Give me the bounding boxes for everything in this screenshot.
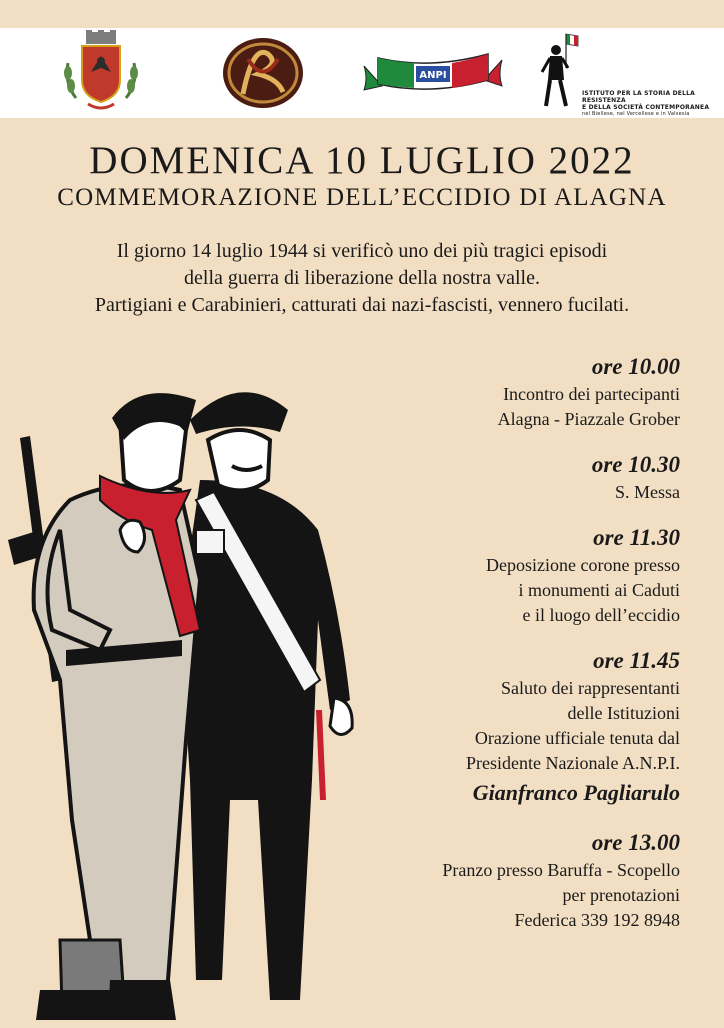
- anpi-flag-text: ANPI: [419, 70, 447, 81]
- schedule-line: Saluto dei rappresentanti: [501, 678, 680, 698]
- isrsc-name: [582, 90, 712, 118]
- schedule-time: ore 11.45: [593, 648, 680, 673]
- schedule-line: Pranzo presso Baruffa - Scopello: [442, 860, 680, 880]
- isrsc-line-2: E DELLA SOCIETÀ CONTEMPORANEA: [582, 104, 710, 111]
- schedule-line: Federica 339 192 8948: [514, 910, 680, 930]
- schedule-line: e il luogo dell’eccidio: [522, 605, 680, 625]
- schedule-time: ore 11.30: [593, 525, 680, 550]
- schedule-line: Deposizione corone presso: [486, 555, 680, 575]
- schedule-line: Alagna - Piazzale Grober: [497, 409, 680, 429]
- schedule-time: ore 10.30: [591, 452, 680, 477]
- intro-line: della guerra di liberazione della nostra valle.: [184, 267, 540, 289]
- schedule-time: ore 13.00: [591, 830, 680, 855]
- schedule-line: Incontro dei partecipanti: [503, 384, 680, 404]
- isrsc-emblem-icon: [538, 32, 582, 112]
- event-date-title: DOMENICA 10 LUGLIO 2022: [89, 139, 635, 182]
- anpi-flag-icon: [360, 50, 506, 96]
- isrsc-line-3: nel Biellese, nel Vercellese e in Valsesia: [582, 111, 690, 117]
- schedule-line: delle Istituzioni: [567, 703, 680, 723]
- schedule-item: [320, 352, 680, 432]
- event-schedule: [320, 352, 680, 951]
- event-subtitle: COMMEMORAZIONE DELL’ECCIDIO DI ALAGNA: [57, 184, 667, 211]
- intro-line: Il giorno 14 luglio 1944 si verificò uno dei più tragici episodi: [116, 240, 608, 262]
- schedule-item: [320, 646, 680, 810]
- schedule-time: ore 10.00: [591, 354, 680, 379]
- schedule-item: [320, 828, 680, 933]
- schedule-item: [320, 450, 680, 505]
- schedule-line: S. Messa: [614, 482, 680, 502]
- speaker-name: Gianfranco Pagliarulo: [472, 780, 680, 805]
- intro-text: [0, 238, 724, 319]
- schedule-item: [320, 523, 680, 628]
- isrsc-line-1: ISTITUTO PER LA STORIA DELLA RESISTENZA: [582, 90, 695, 104]
- municipality-crest-icon: [58, 28, 144, 118]
- schedule-line: Orazione ufficiale tenuta dal: [474, 728, 680, 748]
- monogram-seal-icon: [218, 34, 308, 112]
- logo-band: [0, 28, 724, 118]
- intro-line: Partigiani e Carabinieri, catturati dai nazi-fascisti, vennero fucilati.: [94, 294, 630, 316]
- schedule-line: Presidente Nazionale A.N.P.I.: [466, 753, 680, 773]
- schedule-line: i monumenti ai Caduti: [518, 580, 680, 600]
- schedule-line: per prenotazioni: [562, 885, 680, 905]
